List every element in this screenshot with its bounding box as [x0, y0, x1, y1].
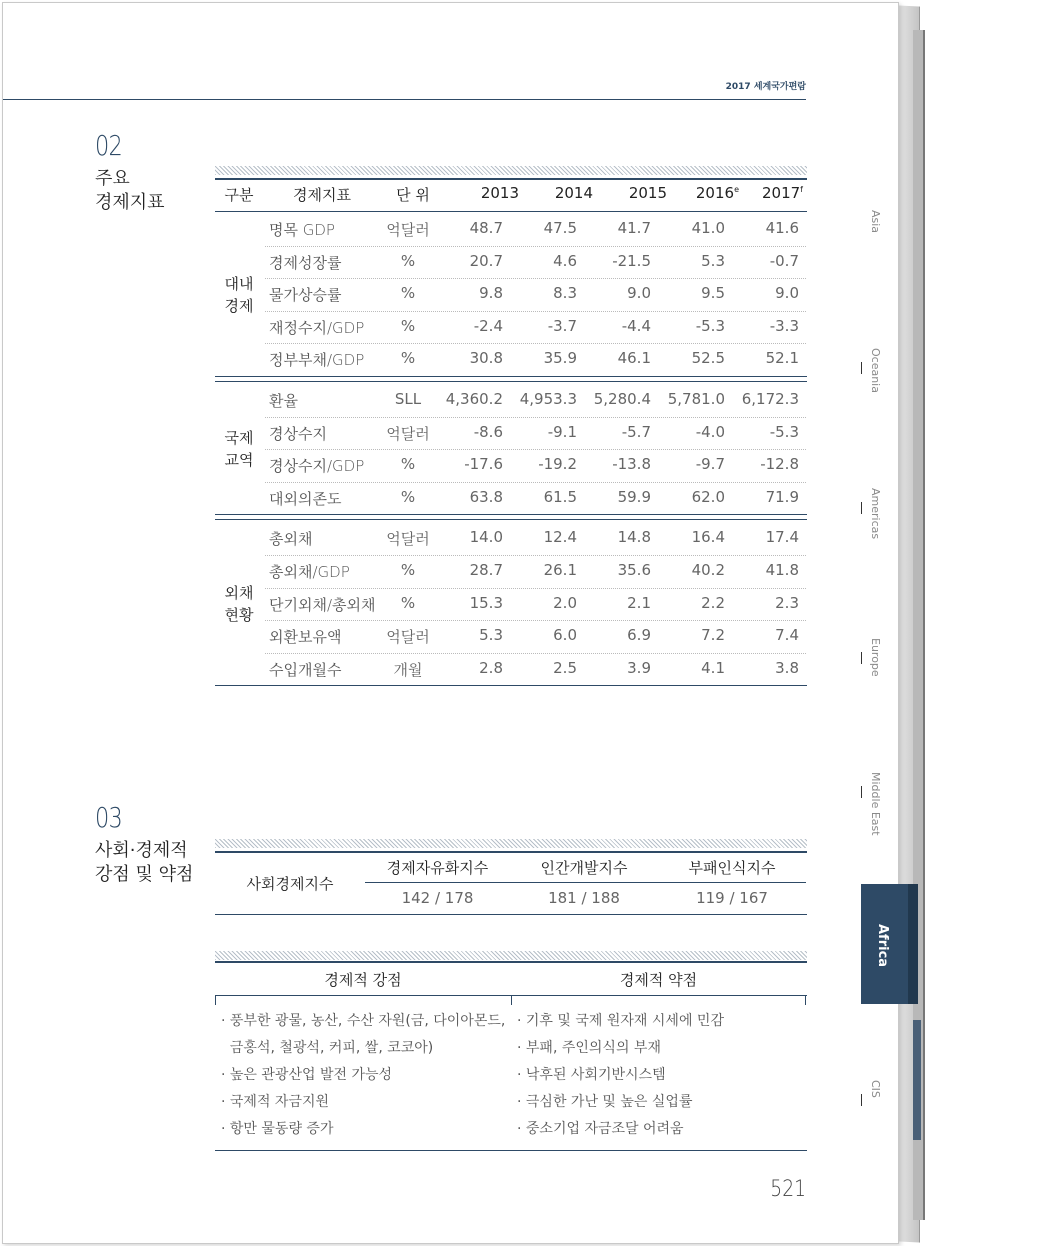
row-divider [265, 620, 806, 621]
table-column-header: 2017$^f$ [761, 184, 803, 202]
estimate-forecast-mark: f [800, 185, 803, 194]
indicator-value: 2.0 [553, 594, 577, 612]
indicator-value: -9.7 [695, 455, 725, 473]
indicator-unit: % [400, 594, 416, 612]
indicator-value: 17.4 [765, 528, 799, 546]
indicator-value: 71.9 [765, 488, 799, 506]
indicator-value: 8.3 [553, 284, 577, 302]
indicator-unit: % [400, 317, 416, 335]
indicator-unit: 개월 [393, 661, 423, 679]
side-tab-americas[interactable]: Americas [869, 488, 882, 540]
indicator-value: 20.7 [469, 252, 503, 270]
index-top-rule [215, 851, 807, 853]
indicator-unit: % [400, 488, 416, 506]
indicator-value: 15.3 [469, 594, 503, 612]
indicator-value: 41.0 [691, 219, 725, 237]
index-col-header: 경제자유화지수 [386, 859, 489, 877]
indicator-value: 14.8 [617, 528, 651, 546]
weakness-item: · 부패, 주인의식의 부재 [517, 1040, 661, 1056]
section-3-number: 03 [95, 801, 122, 834]
indicator-value: 40.2 [691, 561, 725, 579]
weakness-item: · 기후 및 국제 원자재 시세에 민감 [517, 1013, 724, 1029]
group-divider [215, 376, 807, 382]
table-column-header: 2015 [628, 184, 667, 202]
indicator-value: -17.6 [464, 455, 503, 473]
strengths-header: 경제적 강점 [324, 971, 402, 989]
indicator-unit: 억달러 [386, 425, 430, 443]
indicator-value: 35.9 [543, 349, 577, 367]
indicator-value: 5,280.4 [593, 390, 651, 408]
side-tab-marker [861, 786, 862, 798]
indicator-label: 경상수지 [269, 425, 327, 443]
weakness-item: · 중소기업 자금조달 어려움 [517, 1121, 684, 1137]
indicator-value: 5,781.0 [667, 390, 725, 408]
socioeconomic-index-label: 사회경제지수 [246, 875, 334, 893]
indicator-group-label: 대내 경제 [224, 275, 254, 315]
strength-item: · 국제적 자금지원 [221, 1094, 330, 1110]
indicator-value: 3.9 [627, 659, 651, 677]
indicator-value: 2.8 [479, 659, 503, 677]
row-divider [265, 278, 806, 279]
table-column-header: 경제지표 [293, 186, 351, 204]
indicator-value: -19.2 [538, 455, 577, 473]
indicator-value: 48.7 [469, 219, 503, 237]
indicator-unit: 억달러 [386, 221, 430, 239]
row-divider [265, 555, 806, 556]
row-divider [265, 343, 806, 344]
table-column-header: 구분 [224, 186, 254, 204]
side-tab-cis[interactable]: CIS [869, 1080, 882, 1098]
running-header: 2017 세계국가편람 [725, 82, 806, 92]
side-tab-europe[interactable]: Europe [869, 638, 882, 677]
indicator-label: 단기외채/총외채 [269, 596, 376, 614]
row-divider [265, 588, 806, 589]
indicator-value: 59.9 [617, 488, 651, 506]
header-rule [3, 99, 806, 100]
index-col-header: 부패인식지수 [688, 859, 776, 877]
section-3-title: 사회·경제적 강점 및 약점 [95, 840, 194, 885]
indicator-unit: % [400, 252, 416, 270]
indicator-value: 9.8 [479, 284, 503, 302]
indicator-value: 41.8 [765, 561, 799, 579]
indicator-value: -0.7 [769, 252, 799, 270]
index-col-header: 인간개발지수 [540, 859, 628, 877]
indicator-value: 14.0 [469, 528, 503, 546]
index-value: 119 / 167 [696, 889, 768, 907]
group-divider [215, 514, 807, 520]
indicator-value: -4.0 [695, 423, 725, 441]
row-divider [265, 311, 806, 312]
row-divider [265, 449, 806, 450]
section-2-number: 02 [95, 129, 122, 162]
indicator-label: 재정수지/GDP [269, 319, 365, 337]
strength-item: · 항만 물동량 증가 [221, 1121, 334, 1137]
index-value: 142 / 178 [401, 889, 474, 907]
indicator-group-label: 외채 현황 [224, 584, 254, 624]
sw-top-rule [215, 961, 807, 963]
table-hatch-bar [215, 166, 807, 175]
indicator-value: 4.6 [553, 252, 577, 270]
africa-tab-edge [908, 884, 918, 1004]
indicator-label: 경상수지/GDP [269, 457, 365, 475]
strength-item: 금홍석, 철광석, 커피, 쌀, 코코아) [221, 1040, 434, 1056]
indicator-value: 2.1 [627, 594, 651, 612]
side-tab-middle-east[interactable]: Middle East [869, 772, 882, 836]
indicator-value: -2.4 [473, 317, 503, 335]
indicator-label: 경제성장률 [269, 254, 342, 272]
indicator-value: 46.1 [617, 349, 651, 367]
weakness-item: · 극심한 가난 및 높은 실업률 [517, 1094, 693, 1110]
weaknesses-header: 경제적 약점 [619, 971, 698, 989]
indicator-value: 5.3 [701, 252, 725, 270]
index-bottom-rule [215, 914, 807, 915]
side-tab-marker [861, 362, 862, 374]
indicator-value: -3.7 [547, 317, 577, 335]
indicator-label: 물가상승률 [269, 286, 342, 304]
indicator-unit: % [400, 284, 416, 302]
book-edge-mark [913, 1020, 921, 1140]
side-tab-marker [861, 1094, 862, 1106]
indicator-unit: % [400, 349, 416, 367]
indicator-value: 6.9 [627, 626, 651, 644]
indicator-value: 9.5 [701, 284, 725, 302]
indicator-value: 62.0 [691, 488, 725, 506]
indicator-value: 12.4 [543, 528, 577, 546]
indicator-unit: % [400, 561, 416, 579]
indicator-value: 2.3 [775, 594, 799, 612]
table-column-header: 2014 [554, 184, 593, 202]
indicator-value: 41.7 [617, 219, 651, 237]
indicator-value: 16.4 [691, 528, 725, 546]
indicator-value: 4.1 [701, 659, 725, 677]
indicator-label: 환율 [269, 392, 298, 410]
indicator-value: -8.6 [473, 423, 503, 441]
indicator-unit: 억달러 [386, 628, 430, 646]
table-bottom-rule [215, 685, 807, 686]
indicator-value: 63.8 [469, 488, 503, 506]
indicator-label: 명목 GDP [269, 221, 335, 239]
side-tab-marker [861, 502, 862, 514]
indicator-label: 외환보유액 [269, 628, 342, 646]
indicator-value: 47.5 [543, 219, 577, 237]
row-divider [265, 246, 806, 247]
indicator-value: 3.8 [775, 659, 799, 677]
indicator-value: 9.0 [775, 284, 799, 302]
sw-hatch-bar [215, 951, 807, 960]
indicator-label: 총외채 [269, 530, 313, 548]
estimate-forecast-mark: e [734, 185, 739, 194]
sw-left-tick [215, 995, 216, 1005]
side-tab-oceania[interactable]: Oceania [869, 348, 882, 393]
sw-bottom-rule [215, 1150, 807, 1151]
index-hatch-bar [215, 839, 807, 848]
indicator-value: -4.4 [621, 317, 651, 335]
indicator-label: 총외채/GDP [269, 563, 350, 581]
row-divider [265, 417, 806, 418]
index-value: 181 / 188 [548, 889, 620, 907]
strength-item: · 풍부한 광물, 농산, 수산 자원(금, 다이아몬드, [221, 1013, 506, 1029]
indicator-value: 5.3 [479, 626, 503, 644]
indicator-value: 26.1 [543, 561, 577, 579]
strength-item: · 높은 관광산업 발전 가능성 [221, 1067, 393, 1083]
sw-right-tick [805, 995, 806, 1005]
indicator-value: -5.7 [621, 423, 651, 441]
table-top-rule [215, 178, 807, 180]
indicator-label: 정부부채/GDP [269, 351, 365, 369]
indicator-value: 7.4 [775, 626, 799, 644]
indicator-label: 수입개월수 [269, 661, 342, 679]
indicator-group-label: 국제 교역 [224, 429, 254, 469]
indicator-value: 7.2 [701, 626, 725, 644]
indicator-value: 4,953.3 [519, 390, 577, 408]
indicator-value: 30.8 [469, 349, 503, 367]
indicator-value: 6.0 [553, 626, 577, 644]
sw-mid-tick [511, 995, 512, 1005]
indicator-value: 61.5 [543, 488, 577, 506]
indicator-label: 대외의존도 [269, 490, 342, 508]
indicator-value: -13.8 [612, 455, 651, 473]
indicator-value: 52.5 [691, 349, 725, 367]
table-header-rule [215, 211, 807, 212]
table-column-header: 2013 [480, 184, 519, 202]
row-divider [265, 482, 806, 483]
document-page [2, 2, 899, 1244]
indicator-value: 6,172.3 [741, 390, 799, 408]
indicator-value: 28.7 [469, 561, 503, 579]
table-column-header: 2016e [695, 184, 739, 202]
indicator-value: -9.1 [547, 423, 577, 441]
page-number: 521 [770, 1177, 806, 1202]
indicator-unit: % [400, 455, 416, 473]
side-tab-asia[interactable]: Asia [869, 210, 882, 234]
indicator-value: 41.6 [765, 219, 799, 237]
section-2-title: 주요 경제지표 [95, 168, 165, 213]
indicator-value: 4,360.2 [445, 390, 503, 408]
indicator-unit: SLL [394, 390, 422, 408]
indicator-value: -12.8 [760, 455, 799, 473]
indicator-value: 2.5 [553, 659, 577, 677]
indicator-value: 2.2 [701, 594, 725, 612]
indicator-value: -3.3 [769, 317, 799, 335]
indicator-value: 35.6 [617, 561, 651, 579]
indicator-unit: 억달러 [386, 530, 430, 548]
indicator-value: -5.3 [695, 317, 725, 335]
row-divider [265, 653, 806, 654]
side-tab-label: Africa [875, 924, 890, 968]
index-subheader-rule [365, 882, 806, 883]
side-tab-marker [861, 652, 862, 664]
indicator-value: -5.3 [769, 423, 799, 441]
indicator-value: 52.1 [765, 349, 799, 367]
indicator-value: 9.0 [627, 284, 651, 302]
table-column-header: 단 위 [396, 186, 430, 204]
weakness-item: · 낙후된 사회기반시스템 [517, 1067, 666, 1083]
indicator-value: -21.5 [612, 252, 651, 270]
